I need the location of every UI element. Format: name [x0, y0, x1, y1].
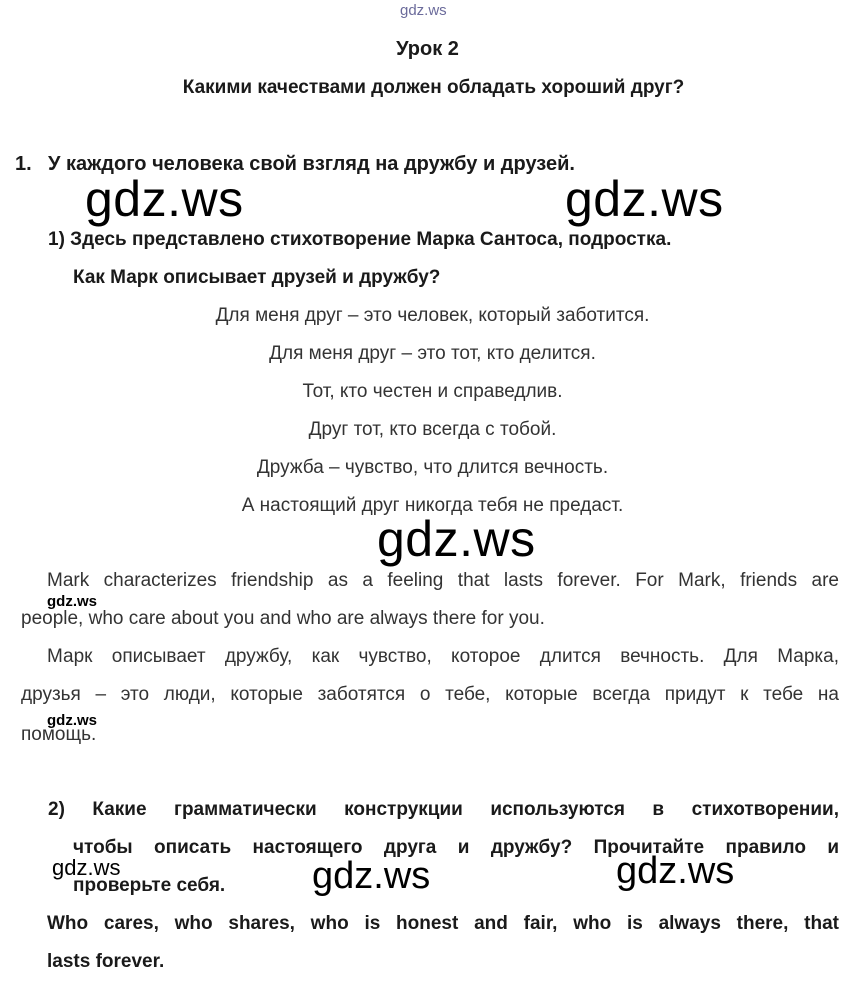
poem-line: А настоящий друг никогда тебя не предаст.: [241, 495, 624, 516]
watermark-mid-2: gdz.ws: [616, 850, 735, 892]
watermark-small-3: gdz.ws: [52, 855, 121, 880]
answer-en-line-1: Mark characterizes friendship as a feeling that lasts forever. For Mark, friends are: [47, 570, 839, 591]
watermark-big-1: gdz.ws: [85, 171, 244, 227]
answer-2-line-1: Who cares, who shares, who is honest and fair, who is always there, that: [47, 913, 839, 934]
watermark-small-1: gdz.ws: [47, 593, 98, 610]
subtask-2-line-2: чтобы описать настоящего друга и дружбу? Прочитайте правило и: [73, 837, 839, 858]
poem-line: Друг тот, кто всегда с тобой.: [308, 419, 557, 440]
poem-line: Тот, кто честен и справедлив.: [302, 381, 563, 402]
poem-line: Дружба – чувство, что длится вечность.: [256, 457, 609, 478]
task-text: У каждого человека свой взгляд на дружбу и друзей.: [48, 153, 575, 175]
watermark-big-2: gdz.ws: [565, 171, 724, 227]
subtask-2-line-3: проверьте себя.: [73, 875, 226, 896]
answer-ru-line-3: помощь.: [21, 724, 97, 745]
answer-2-line-2: lasts forever.: [47, 951, 165, 972]
subtask-1-line-1: 1) Здесь представлено стихотворение Марка Сантоса, подростка.: [48, 229, 672, 250]
lesson-title: Урок 2: [396, 38, 459, 60]
page-title: Какими качествами должен обладать хороший друг?: [182, 77, 685, 98]
answer-en-line-2: people, who care about you and who are always there for you.: [21, 608, 545, 629]
watermark-mid-1: gdz.ws: [312, 855, 431, 897]
watermark-small-2: gdz.ws: [47, 712, 98, 729]
watermark-top: gdz.ws: [400, 2, 447, 19]
subtask-1-line-2: Как Марк описывает друзей и дружбу?: [73, 267, 441, 288]
poem-line: Для меня друг – это человек, который заботится.: [215, 305, 650, 326]
subtask-2-line-1: 2) Какие грамматически конструкции используются в стихотворении,: [48, 799, 839, 820]
poem-line: Для меня друг – это тот, кто делится.: [269, 343, 596, 364]
answer-ru-line-1: Марк описывает дружбу, как чувство, которое длится вечность. Для Марка,: [47, 646, 839, 667]
task-number: 1.: [15, 153, 32, 175]
answer-ru-line-2: друзья – это люди, которые заботятся о тебе, которые всегда придут к тебе на: [21, 684, 839, 705]
watermark-big-3: gdz.ws: [377, 511, 536, 567]
